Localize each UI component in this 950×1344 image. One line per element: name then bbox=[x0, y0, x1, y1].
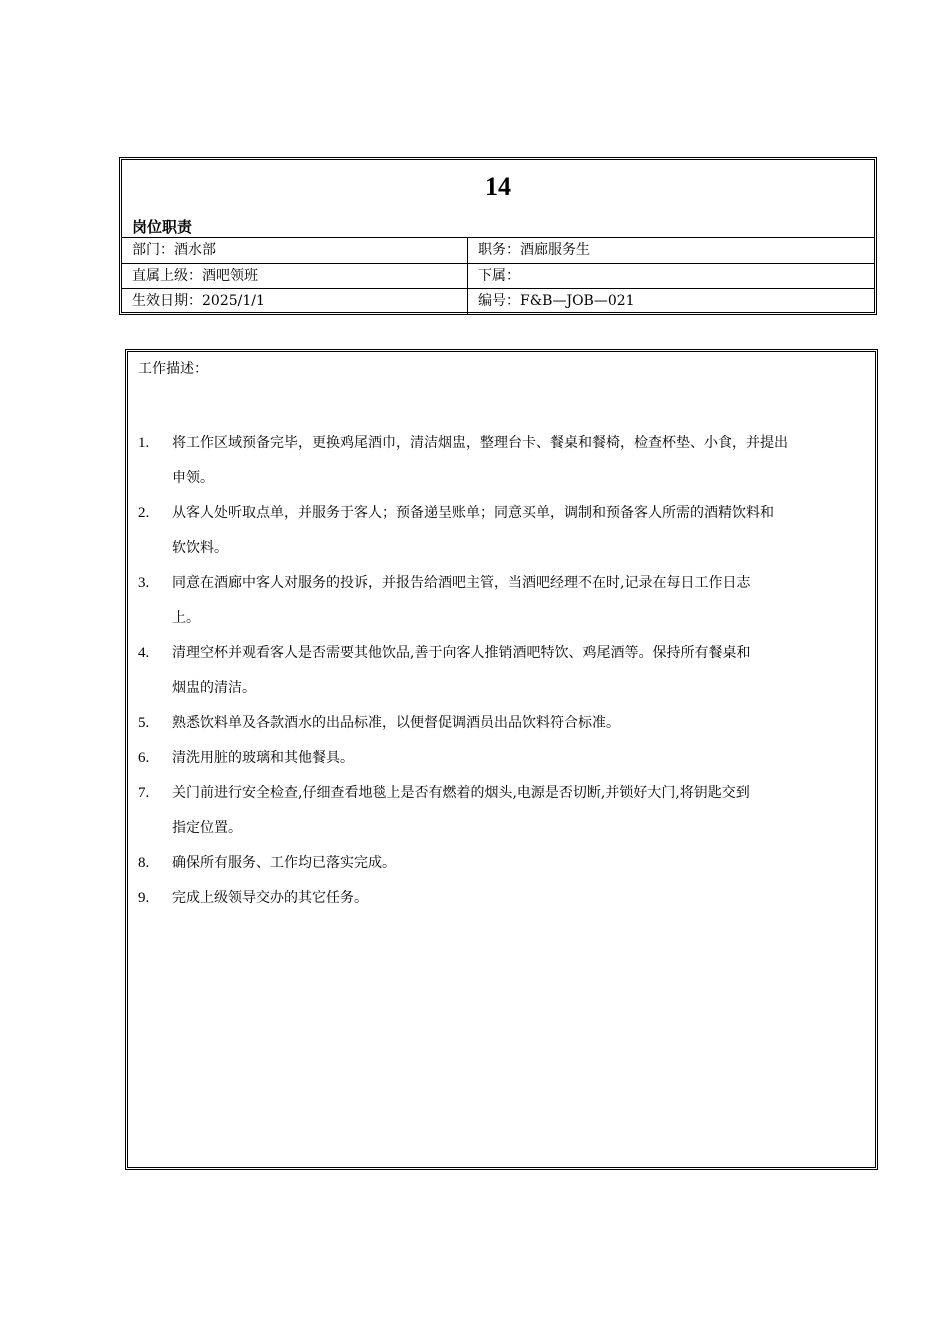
job-description-box bbox=[125, 349, 878, 1170]
position-cell: 职务：酒廊服务生 bbox=[478, 242, 590, 258]
task-number: 1. bbox=[138, 435, 150, 451]
task-number: 4. bbox=[138, 645, 150, 661]
document-number: 14 bbox=[485, 172, 511, 201]
job-info-table bbox=[119, 157, 877, 315]
task-item bbox=[128, 636, 875, 706]
info-row-effective bbox=[122, 289, 874, 315]
task-line: 软饮料。 bbox=[172, 540, 228, 556]
task-line: 将工作区域预备完毕，更换鸡尾酒巾，清洁烟盅，整理台卡、餐桌和餐椅，检查杯垫、小食，并提出 bbox=[172, 435, 788, 451]
superior-cell: 直属上级：酒吧领班 bbox=[122, 264, 468, 289]
task-text bbox=[172, 881, 872, 916]
task-line: 完成上级领导交办的其它任务。 bbox=[172, 890, 368, 906]
task-line: 确保所有服务、工作均已落实完成。 bbox=[172, 855, 396, 871]
task-number: 2. bbox=[138, 505, 150, 521]
task-number: 8. bbox=[138, 855, 150, 871]
task-text bbox=[172, 566, 872, 636]
task-item bbox=[128, 881, 875, 916]
task-number: 6. bbox=[138, 750, 150, 766]
task-line: 从客人处听取点单，并服务于客人；预备递呈账单；同意买单，调制和预备客人所需的酒精饮料和 bbox=[172, 505, 774, 521]
task-text bbox=[172, 776, 872, 846]
task-number: 7. bbox=[138, 785, 150, 801]
description-label: 工作描述： bbox=[138, 361, 208, 377]
task-line: 清洗用脏的玻璃和其他餐具。 bbox=[172, 750, 354, 766]
code-cell: 编号：F&B—JOB—021 bbox=[478, 293, 635, 309]
task-line: 清理空杯并观看客人是否需要其他饮品,善于向客人推销酒吧特饮、鸡尾酒等。保持所有餐桌和 bbox=[172, 645, 751, 661]
task-item bbox=[128, 776, 875, 846]
task-line: 指定位置。 bbox=[172, 820, 242, 836]
task-item bbox=[128, 706, 875, 741]
task-text bbox=[172, 426, 872, 496]
task-number: 5. bbox=[138, 715, 150, 731]
document-heading: 岗位职责 bbox=[132, 218, 193, 236]
task-line: 关门前进行安全检查,仔细查看地毯上是否有燃着的烟头,电源是否切断,并锁好大门,将钥匙交到 bbox=[172, 785, 750, 801]
task-item bbox=[128, 566, 875, 636]
task-number: 9. bbox=[138, 890, 150, 906]
task-text bbox=[172, 496, 872, 566]
task-text bbox=[172, 706, 872, 741]
title-row bbox=[122, 160, 874, 238]
info-row-department bbox=[122, 238, 874, 264]
subordinate-cell: 下属： bbox=[478, 267, 520, 284]
task-item bbox=[128, 846, 875, 881]
task-text bbox=[172, 846, 872, 881]
info-grid bbox=[122, 237, 874, 312]
task-item bbox=[128, 496, 875, 566]
task-line: 申领。 bbox=[172, 470, 214, 486]
task-text bbox=[172, 741, 872, 776]
task-item bbox=[128, 741, 875, 776]
task-item bbox=[128, 426, 875, 496]
task-line: 同意在酒廊中客人对服务的投诉，并报告给酒吧主管，当酒吧经理不在时,记录在每日工作日志 bbox=[172, 575, 751, 591]
task-list bbox=[128, 426, 875, 916]
task-line: 上。 bbox=[172, 610, 200, 626]
task-text bbox=[172, 636, 872, 706]
department-cell: 部门：酒水部 bbox=[122, 238, 468, 263]
task-number: 3. bbox=[138, 575, 150, 591]
info-row-superior bbox=[122, 264, 874, 290]
task-line: 熟悉饮料单及各款酒水的出品标准，以便督促调酒员出品饮料符合标准。 bbox=[172, 715, 620, 731]
task-line: 烟盅的清洁。 bbox=[172, 680, 256, 696]
effective-date-cell: 生效日期：2025/1/1 bbox=[122, 289, 468, 315]
